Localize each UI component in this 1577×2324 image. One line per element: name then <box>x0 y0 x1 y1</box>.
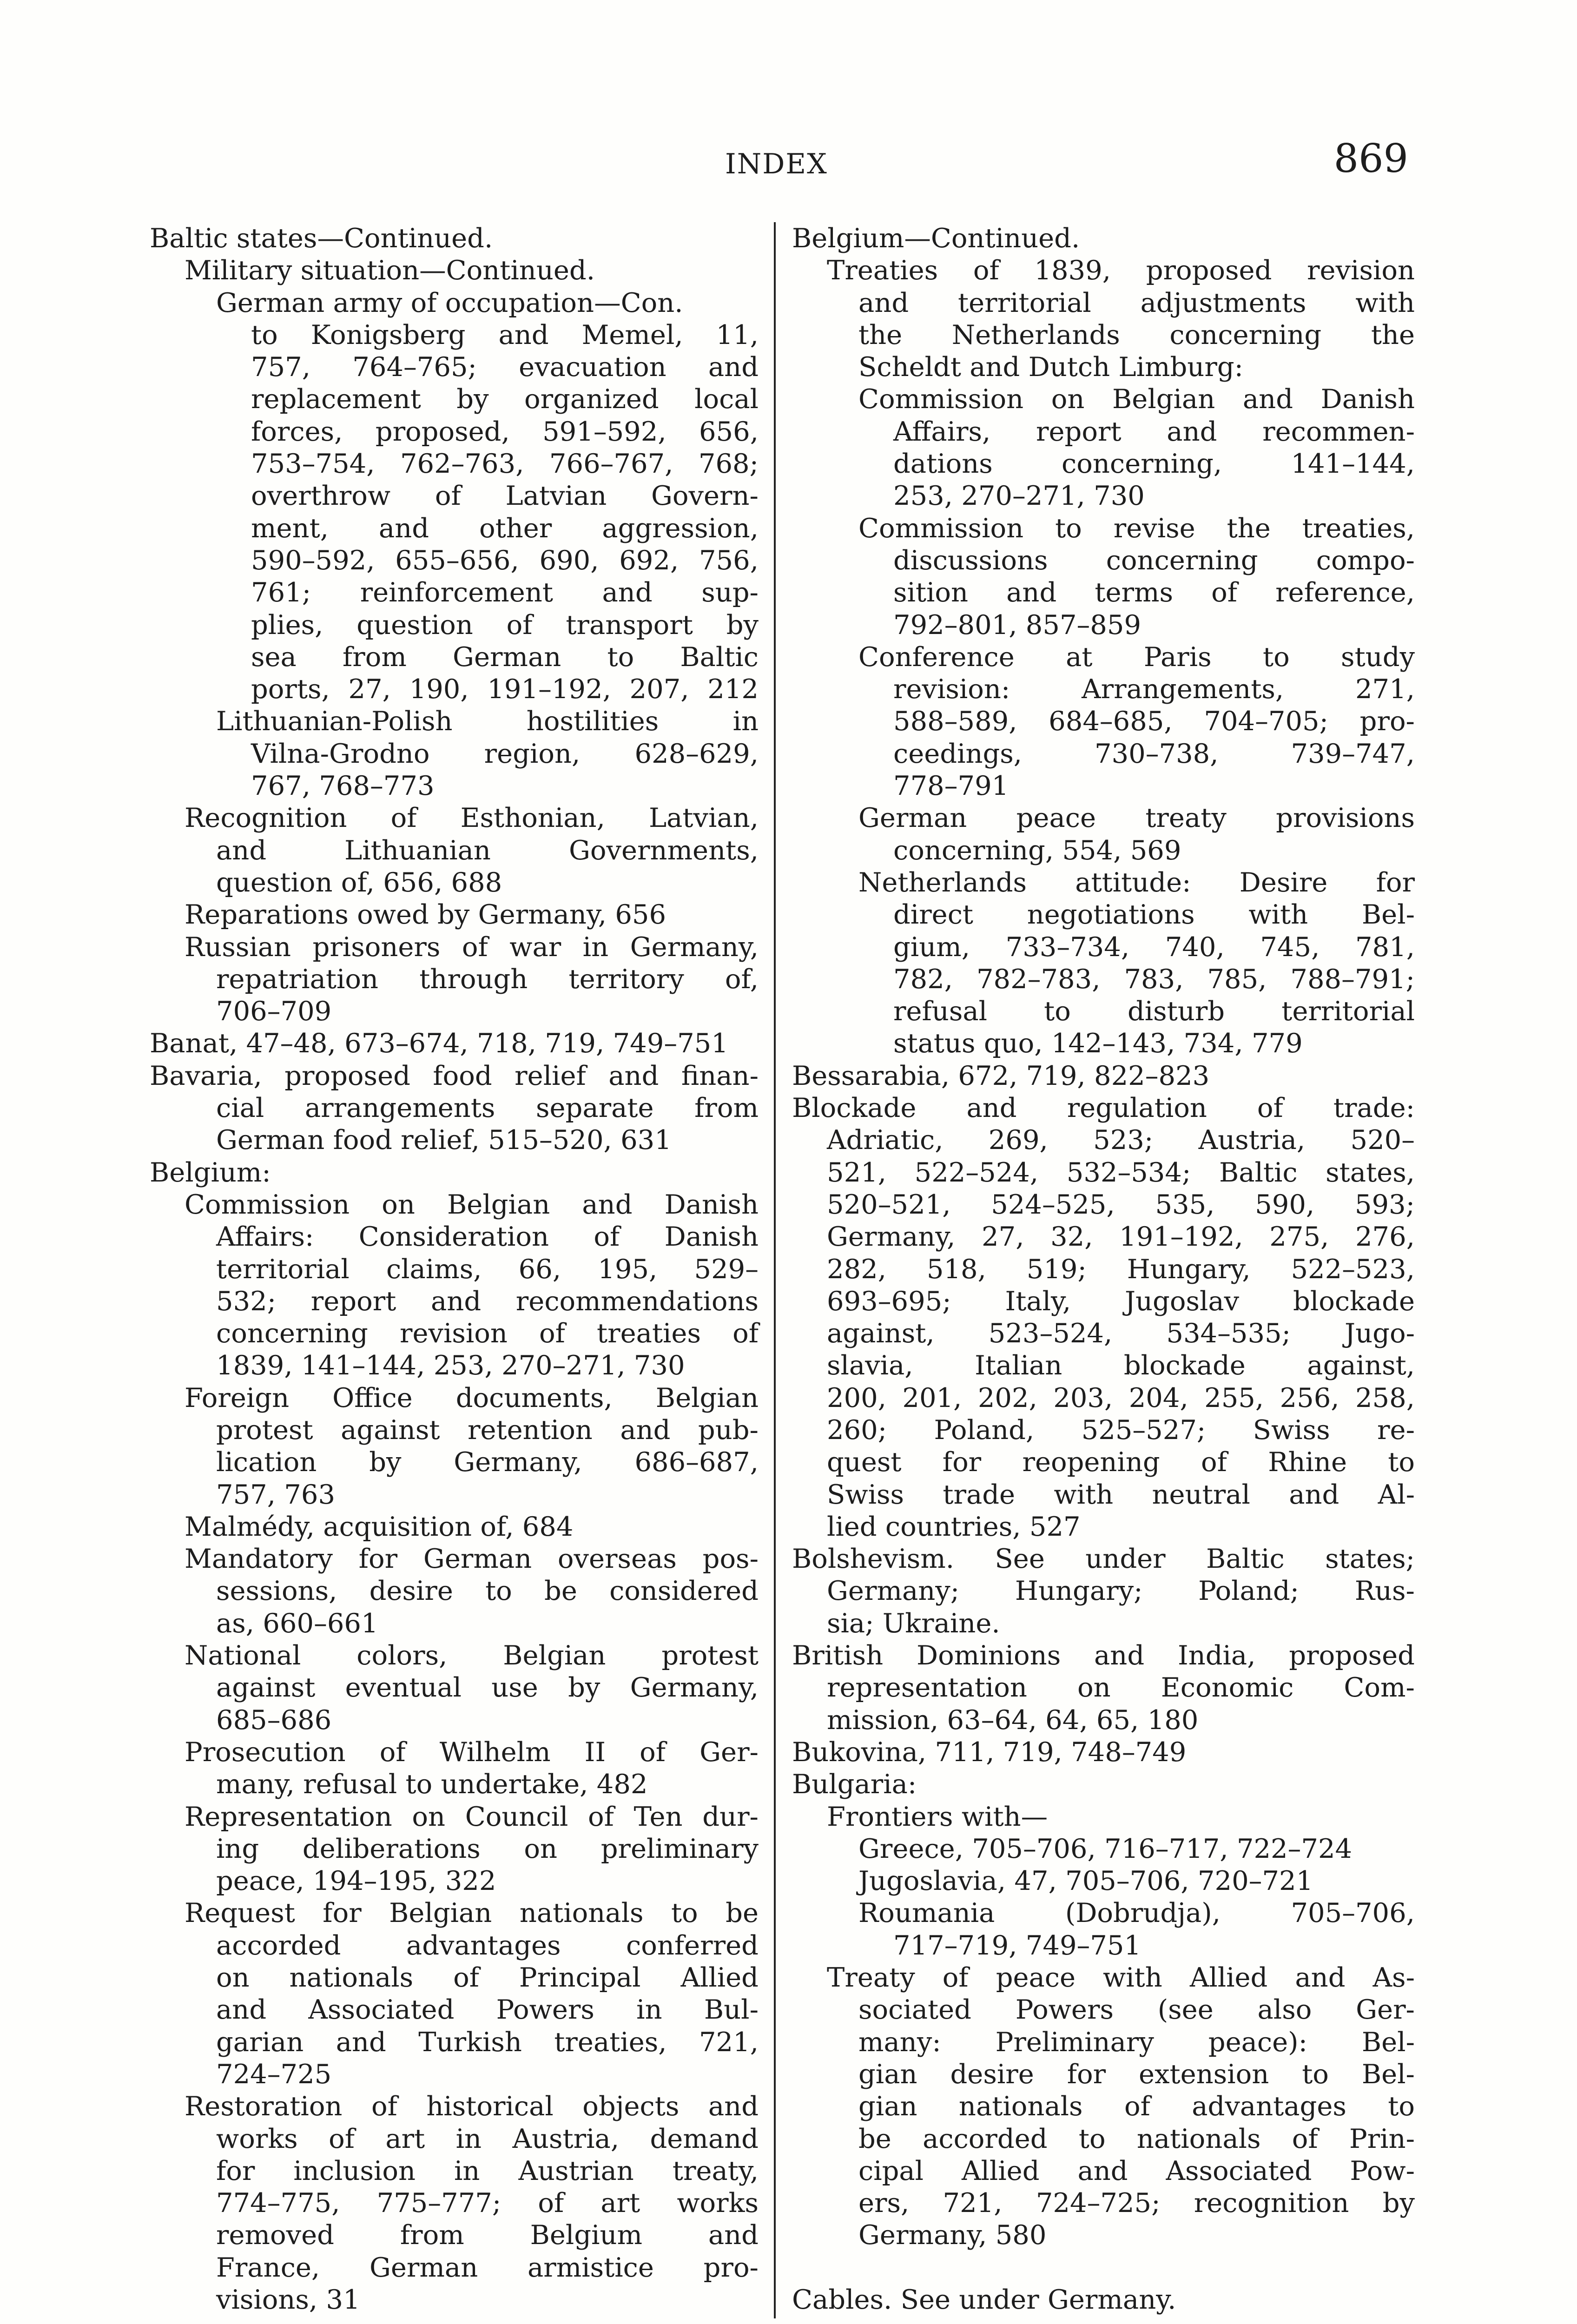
left-index-line: 761; reinforcement and sup- <box>251 577 759 608</box>
index-column-right <box>792 222 1415 2316</box>
right-index-line: 282, 518, 519; Hungary, 522–523, <box>827 1253 1415 1285</box>
left-index-line: German food relief, 515–520, 631 <box>216 1124 672 1156</box>
page-number: 869 <box>1333 136 1408 181</box>
right-index-line: Treaty of peace with Allied and As- <box>827 1962 1415 1994</box>
left-index-line: as, 660–661 <box>216 1607 378 1639</box>
right-index-line: Bukovina, 711, 719, 748–749 <box>792 1736 1187 1768</box>
left-index-line: Vilna-Grodno region, 628–629, <box>251 738 759 769</box>
left-index-line: Reparations owed by Germany, 656 <box>185 899 666 931</box>
left-index-line: 757, 763 <box>216 1479 336 1510</box>
right-index-line: Bessarabia, 672, 719, 822–823 <box>792 1060 1210 1091</box>
right-index-line: Netherlands attitude: Desire for <box>858 866 1415 898</box>
right-spacer <box>792 2251 1415 2284</box>
left-index-line: and Lithuanian Governments, <box>216 834 759 866</box>
left-index-line: German army of occupation—Con. <box>216 287 683 318</box>
left-index-line: 1839, 141–144, 253, 270–271, 730 <box>216 1350 685 1381</box>
right-index-line: Commission to revise the treaties, <box>858 512 1415 544</box>
right-index-line: gian nationals of advantages to <box>858 2091 1415 2122</box>
left-index-line: Restoration of historical objects and <box>185 2091 759 2122</box>
left-index-line: Commission on Belgian and Danish <box>185 1188 759 1220</box>
right-index-line: against, 523–524, 534–535; Jugo- <box>827 1318 1415 1349</box>
right-index-line: 588–589, 684–685, 704–705; pro- <box>893 706 1415 737</box>
right-index-line: Blockade and regulation of trade: <box>792 1092 1415 1124</box>
left-index-line: ports, 27, 190, 191–192, 207, 212 <box>251 673 759 705</box>
left-index-line: Mandatory for German overseas pos- <box>185 1543 759 1575</box>
left-index-line: 685–686 <box>216 1704 332 1736</box>
left-index-line: Affairs: Consideration of Danish <box>216 1221 759 1253</box>
left-index-line: question of, 656, 688 <box>216 866 502 898</box>
left-index-line: removed from Belgium and <box>216 2219 759 2251</box>
right-index-line: 792–801, 857–859 <box>893 609 1142 640</box>
left-index-line: National colors, Belgian protest <box>185 1640 759 1671</box>
left-index-line: forces, proposed, 591–592, 656, <box>251 416 759 447</box>
right-index-line: mission, 63–64, 64, 65, 180 <box>827 1704 1199 1736</box>
left-index-line: replacement by organized local <box>251 383 759 415</box>
left-index-line: Request for Belgian nationals to be <box>185 1897 759 1929</box>
right-index-line: sia; Ukraine. <box>827 1607 1000 1639</box>
right-index-line: representation on Economic Com- <box>827 1672 1415 1703</box>
right-index-line: Commission on Belgian and Danish <box>858 383 1415 415</box>
right-index-line: slavia, Italian blockade against, <box>827 1350 1415 1381</box>
right-index-line: Greece, 705–706, 716–717, 722–724 <box>858 1833 1353 1864</box>
right-index-line: 521, 522–524, 532–534; Baltic states, <box>827 1156 1415 1188</box>
right-index-line: 693–695; Italy, Jugoslav blockade <box>827 1285 1415 1317</box>
left-index-line: Foreign Office documents, Belgian <box>185 1382 759 1413</box>
right-index-line: the Netherlands concerning the <box>858 319 1415 350</box>
right-index-line: lied countries, 527 <box>827 1511 1081 1542</box>
left-index-line: cial arrangements separate from <box>216 1092 759 1124</box>
left-index-line: 724–725 <box>216 2058 332 2090</box>
right-index-line: gium, 733–734, 740, 745, 781, <box>893 931 1415 963</box>
right-index-line: Germany, 580 <box>858 2219 1047 2251</box>
right-index-line: discussions concerning compo- <box>893 544 1415 576</box>
left-index-line: on nationals of Principal Allied <box>216 1962 759 1994</box>
index-column-left <box>150 222 759 2316</box>
right-index-line: Scheldt and Dutch Limburg: <box>858 351 1243 383</box>
left-index-line: repatriation through territory of, <box>216 963 759 995</box>
right-index-line: 782, 782–783, 783, 785, 788–791; <box>893 963 1415 995</box>
left-index-line: Russian prisoners of war in Germany, <box>185 931 759 963</box>
right-index-line: quest for reopening of Rhine to <box>827 1446 1415 1478</box>
left-index-line: accorded advantages conferred <box>216 1929 759 1961</box>
left-index-line: 757, 764–765; evacuation and <box>251 351 759 383</box>
left-index-line: France, German armistice pro- <box>216 2251 759 2283</box>
left-index-line: concerning revision of treaties of <box>216 1318 759 1349</box>
left-index-line: 590–592, 655–656, 690, 692, 756, <box>251 544 759 576</box>
right-index-line: Roumania (Dobrudja), 705–706, <box>858 1897 1415 1929</box>
left-index-line: lication by Germany, 686–687, <box>216 1446 759 1478</box>
right-index-line: be accorded to nationals of Prin- <box>858 2123 1415 2154</box>
left-index-line: Bavaria, proposed food relief and finan- <box>150 1060 759 1091</box>
right-index-line: sition and terms of reference, <box>893 577 1415 608</box>
right-index-line: status quo, 142–143, 734, 779 <box>893 1028 1303 1059</box>
right-index-line: 260; Poland, 525–527; Swiss re- <box>827 1414 1415 1446</box>
left-index-line: Lithuanian-Polish hostilities in <box>216 706 759 737</box>
left-index-line: 532; report and recommendations <box>216 1285 759 1317</box>
left-index-line: protest against retention and pub- <box>216 1414 759 1446</box>
right-index-line: Frontiers with— <box>827 1801 1048 1832</box>
left-index-line: to Konigsberg and Memel, 11, <box>251 319 759 350</box>
right-index-line: Germany; Hungary; Poland; Rus- <box>827 1575 1415 1607</box>
left-index-line: works of art in Austria, demand <box>216 2123 759 2154</box>
right-index-line: refusal to disturb territorial <box>893 996 1415 1027</box>
left-index-line: against eventual use by Germany, <box>216 1672 759 1703</box>
left-index-line: visions, 31 <box>216 2284 360 2315</box>
column-divider <box>774 222 776 2318</box>
right-index-line: ceedings, 730–738, 739–747, <box>893 738 1415 769</box>
left-index-line: and Associated Powers in Bul- <box>216 1994 759 2026</box>
left-index-line: many, refusal to undertake, 482 <box>216 1769 648 1800</box>
left-index-line: Banat, 47–48, 673–674, 718, 719, 749–751 <box>150 1028 728 1059</box>
right-index-line: dations concerning, 141–144, <box>893 448 1415 480</box>
right-index-line: Adriatic, 269, 523; Austria, 520– <box>827 1124 1415 1156</box>
right-index-line: direct negotiations with Bel- <box>893 899 1415 931</box>
right-index-line: cipal Allied and Associated Pow- <box>858 2155 1415 2186</box>
right-index-line: Bolshevism. See under Baltic states; <box>792 1543 1415 1575</box>
right-index-line: revision: Arrangements, 271, <box>893 673 1415 705</box>
left-index-line: 706–709 <box>216 996 332 1027</box>
running-header-title: INDEX <box>725 148 828 180</box>
left-index-line: plies, question of transport by <box>251 609 759 640</box>
right-index-line: and territorial adjustments with <box>858 287 1415 318</box>
left-index-line: for inclusion in Austrian treaty, <box>216 2155 759 2186</box>
left-index-line: ing deliberations on preliminary <box>216 1833 759 1864</box>
right-index-line: Conference at Paris to study <box>858 641 1415 673</box>
right-index-line: 778–791 <box>893 770 1009 802</box>
left-index-line: sea from German to Baltic <box>251 641 759 673</box>
right-index-line: Swiss trade with neutral and Al- <box>827 1479 1415 1510</box>
right-index-line: sociated Powers (see also Ger- <box>858 1994 1415 2026</box>
left-index-line: overthrow of Latvian Govern- <box>251 480 759 512</box>
left-index-line: sessions, desire to be considered <box>216 1575 759 1607</box>
right-index-line: concerning, 554, 569 <box>893 834 1181 866</box>
right-index-line: gian desire for extension to Bel- <box>858 2058 1415 2090</box>
left-index-line: 767, 768–773 <box>251 770 435 802</box>
left-index-line: Prosecution of Wilhelm II of Ger- <box>185 1736 759 1768</box>
left-index-line: Baltic states—Continued. <box>150 223 493 254</box>
left-index-line: Malmédy, acquisition of, 684 <box>185 1511 574 1542</box>
right-index-line: many: Preliminary peace): Bel- <box>858 2026 1415 2058</box>
right-index-line: Bulgaria: <box>792 1769 917 1800</box>
left-index-line: Military situation—Continued. <box>185 255 595 286</box>
left-index-line: territorial claims, 66, 195, 529– <box>216 1253 759 1285</box>
right-index-line: German peace treaty provisions <box>858 802 1415 834</box>
right-index-line: Belgium—Continued. <box>792 223 1080 254</box>
left-index-line: garian and Turkish treaties, 721, <box>216 2026 759 2058</box>
left-index-line: ment, and other aggression, <box>251 512 759 544</box>
left-index-line: Recognition of Esthonian, Latvian, <box>185 802 759 834</box>
left-index-line: 753–754, 762–763, 766–767, 768; <box>251 448 759 480</box>
right-index-line: Treaties of 1839, proposed revision <box>827 255 1415 286</box>
right-index-line: 717–719, 749–751 <box>893 1929 1142 1961</box>
right-index-line: British Dominions and India, proposed <box>792 1640 1415 1671</box>
left-index-line: peace, 194–195, 322 <box>216 1865 496 1897</box>
right-index-line: Cables. See under Germany. <box>792 2284 1176 2315</box>
left-index-line: Belgium: <box>150 1156 271 1188</box>
right-index-line: 253, 270–271, 730 <box>893 480 1145 512</box>
right-index-line: Germany, 27, 32, 191–192, 275, 276, <box>827 1221 1415 1253</box>
right-index-line: Affairs, report and recommen- <box>893 416 1415 447</box>
right-index-line: 200, 201, 202, 203, 204, 255, 256, 258, <box>827 1382 1415 1413</box>
left-index-line: 774–775, 775–777; of art works <box>216 2187 759 2219</box>
left-index-line: Representation on Council of Ten dur- <box>185 1801 759 1832</box>
right-index-line: Jugoslavia, 47, 705–706, 720–721 <box>858 1865 1313 1897</box>
right-index-line: 520–521, 524–525, 535, 590, 593; <box>827 1188 1415 1220</box>
right-index-line: ers, 721, 724–725; recognition by <box>858 2187 1415 2219</box>
